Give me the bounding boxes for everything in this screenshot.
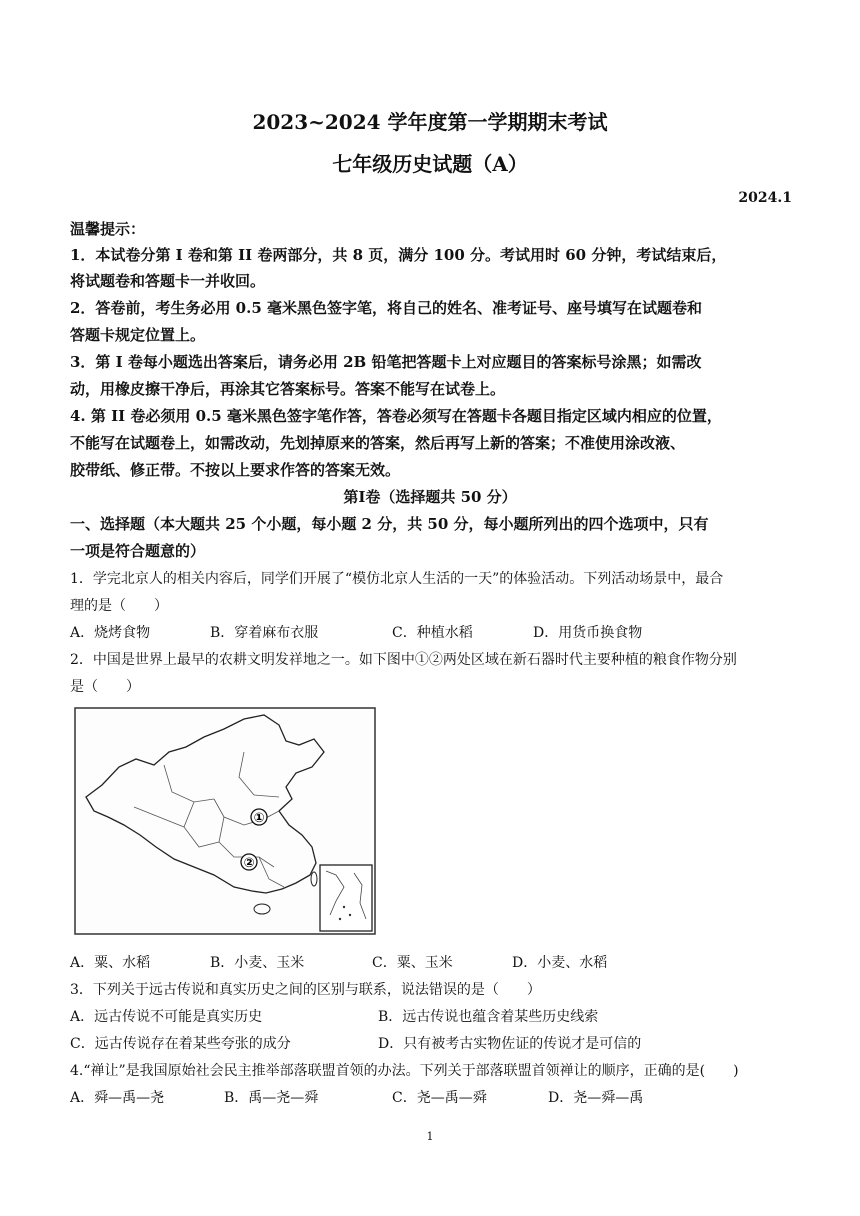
tip-line: 2．答卷前，考生务必用 0.5 毫米黑色签字笔，将自己的姓名、准考证号、座号填写在试题卷和	[70, 299, 702, 317]
question-1-stem: 理的是（ ）	[70, 598, 168, 614]
section-instructions: 一项是符合题意的）	[70, 542, 206, 560]
question-4-option-a[interactable]: A．舜—禹—尧	[70, 1090, 165, 1106]
question-3-option-a[interactable]: A．远古传说不可能是真实历史	[70, 1009, 263, 1025]
question-1-option-b[interactable]: B．穿着麻布衣服	[210, 625, 319, 641]
tips-heading: 温馨提示：	[70, 220, 146, 238]
question-2-stem: 2．中国是世界上最早的农耕文明发祥地之一。如下图中①②两处区域在新石器时代主要种植的粮食作物分别	[70, 652, 737, 668]
page-number: 1	[426, 1130, 434, 1143]
question-2-option-c[interactable]: C．粟、玉米	[372, 955, 453, 971]
question-1-stem: 1．学完北京人的相关内容后，同学们开展了“模仿北京人生活的一天”的体验活动。下列活动场景中，最合	[70, 571, 724, 587]
tip-line: 胶带纸、修正带。不按以上要求作答的答案无效。	[70, 461, 401, 479]
china-map-svg	[74, 707, 376, 935]
question-3-option-c[interactable]: C．远古传说存在着某些夸张的成分	[70, 1036, 291, 1052]
tip-line: 答题卡规定位置上。	[70, 326, 206, 344]
question-2-option-d[interactable]: D．小麦、水稻	[512, 955, 608, 971]
south-china-sea-inset	[320, 865, 372, 931]
question-4-stem: 4.“禅让”是我国原始社会民主推举部落联盟首领的办法。下列关于部落联盟首领禅让的顺序，正确的是( )	[70, 1063, 739, 1079]
question-1-option-c[interactable]: C．种植水稻	[392, 625, 473, 641]
question-2-stem: 是（ ）	[70, 679, 140, 695]
exam-date: 2024.1	[738, 190, 792, 206]
tip-line: 1．本试卷分第 I 卷和第 II 卷两部分，共 8 页，满分 100 分。考试用时 60 分钟，考试结束后，	[70, 246, 727, 264]
question-3-option-b[interactable]: B．远古传说也蕴含着某些历史线索	[378, 1009, 599, 1025]
question-1-option-d[interactable]: D．用货币换食物	[533, 625, 643, 641]
question-4-option-b[interactable]: B．禹—尧—舜	[224, 1090, 319, 1106]
question-2-option-b[interactable]: B．小麦、玉米	[210, 955, 305, 971]
question-4-option-d[interactable]: D．尧—舜—禹	[548, 1090, 644, 1106]
exam-subtitle: 七年级历史试题（A）	[332, 152, 528, 176]
tip-line: 动，用橡皮擦干净后，再涂其它答案标号。答案不能写在试卷上。	[70, 380, 506, 398]
question-2-option-a[interactable]: A．粟、水稻	[70, 955, 151, 971]
question-4-option-c[interactable]: C．尧—禹—舜	[392, 1090, 487, 1106]
exam-title: 2023~2024 学年度第一学期期末考试	[252, 110, 608, 134]
section-title: 第Ⅰ卷（选择题共 50 分）	[343, 488, 517, 506]
section-instructions: 一、选择题（本大题共 25 个小题，每小题 2 分，共 50 分，每小题所列出的四个选项中，只有	[70, 515, 709, 533]
question-1-option-a[interactable]: A．烧烤食物	[70, 625, 151, 641]
question-3-stem: 3．下列关于远古传说和真实历史之间的区别与联系，说法错误的是（ ）	[70, 982, 541, 998]
question-3-option-d[interactable]: D．只有被考古实物佐证的传说才是可信的	[378, 1036, 642, 1052]
tip-line: 不能写在试题卷上，如需改动，先划掉原来的答案，然后再写上新的答案；不准使用涂改液、	[70, 434, 686, 452]
china-map-figure	[74, 707, 376, 935]
region-2-label: ②	[243, 856, 255, 871]
tip-line: 4. 第 II 卷必须用 0.5 毫米黑色签字笔作答，答卷必须写在答题卡各题目指定区域内相应的位置，	[70, 407, 722, 425]
tip-line: 3．第 I 卷每小题选出答案后，请务必用 2B 铅笔把答题卡上对应题目的答案标号涂黑；如需改	[70, 353, 702, 371]
tip-line: 将试题卷和答题卡一并收回。	[70, 272, 266, 290]
region-1-label: ①	[253, 811, 265, 826]
